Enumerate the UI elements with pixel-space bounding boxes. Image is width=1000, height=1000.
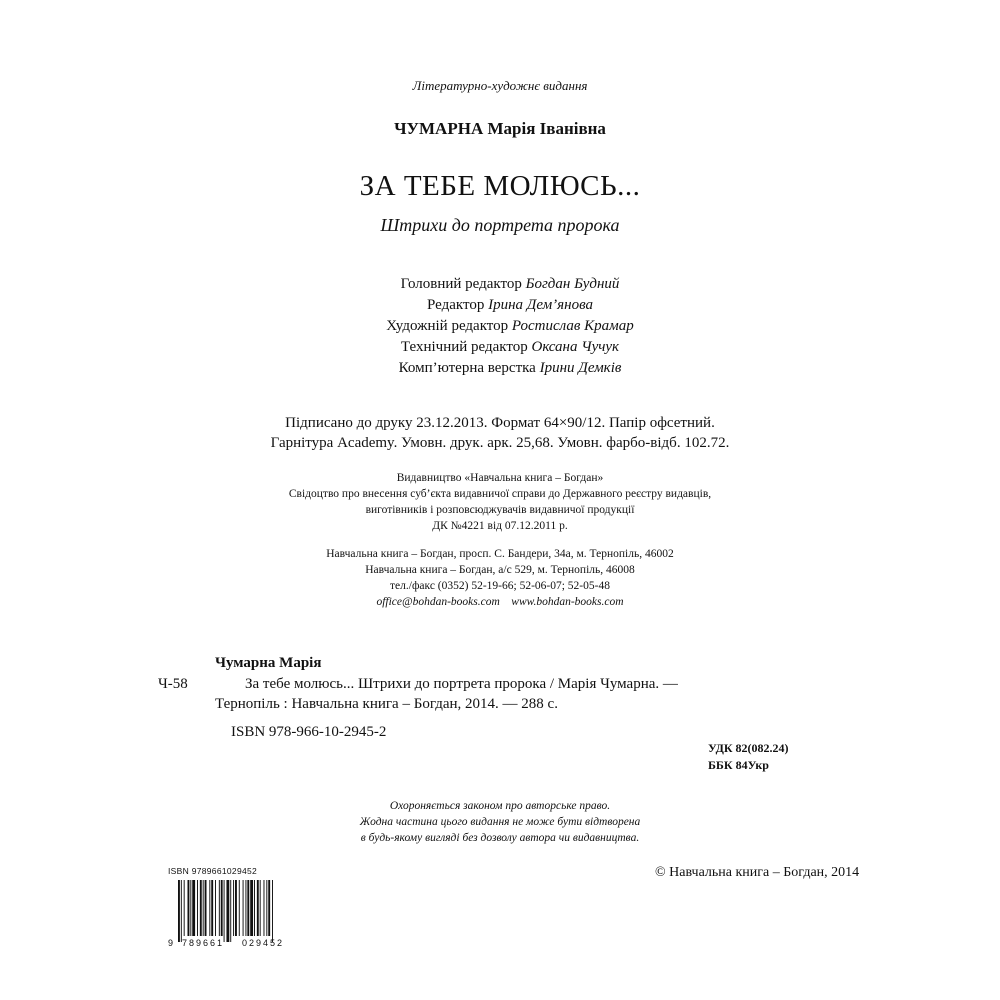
barcode-bar — [235, 880, 237, 936]
barcode-bar — [239, 880, 240, 936]
editor-role: Головний редактор — [400, 276, 522, 292]
print-line: Підписано до друку 23.12.2013. Формат 64×90/12. Папір офсетний. — [285, 415, 715, 431]
copyright-notice — [0, 798, 1000, 846]
editor-name: Оксана Чучук — [531, 339, 620, 355]
author-name: ЧУМАРНА Марія Іванівна — [394, 119, 606, 138]
catalog-description-line: За тебе молюсь... Штрихи до портрета пророка / Марія Чумарна. — — [245, 676, 678, 692]
barcode-bar — [188, 880, 190, 936]
barcode-bar — [243, 880, 244, 936]
contact-line — [0, 594, 1000, 610]
editor-row — [0, 274, 1000, 295]
address-line: Навчальна книга – Богдан, а/с 529, м. Тернопіль, 46008 — [365, 564, 635, 576]
editor-name: Богдан Будний — [525, 276, 620, 292]
editor-row — [0, 337, 1000, 358]
book-subtitle: Штрихи до портрета пророка — [380, 215, 620, 235]
notice-line: Жодна частина цього видання не може бути відтворена — [359, 816, 641, 828]
barcode-bar — [250, 880, 253, 936]
website-link[interactable]: www.bohdan-books.com — [511, 596, 624, 608]
barcode-bars — [168, 880, 300, 942]
editors-block — [0, 274, 1000, 379]
barcode-bar — [247, 880, 249, 936]
barcode-bar — [266, 880, 267, 936]
publisher-line: Видавництво «Навчальна книга – Богдан» — [396, 472, 604, 484]
editor-role: Художній редактор — [386, 318, 509, 334]
barcode-bar — [219, 880, 220, 936]
print-info — [0, 413, 1000, 453]
barcode-bar — [254, 880, 255, 936]
barcode-bar — [268, 880, 270, 936]
email-link[interactable]: office@bohdan-books.com — [376, 596, 500, 608]
barcode-digit-group: 029452 — [242, 938, 285, 948]
publisher-line: ДК №4221 від 07.12.2011 р. — [432, 520, 568, 532]
barcode-bar — [205, 880, 207, 936]
barcode-digit-group: 789661 — [182, 938, 225, 948]
barcode-bar — [230, 880, 231, 942]
book-title: ЗА ТЕБЕ МОЛЮСЬ... — [359, 170, 641, 202]
editor-name: Ростислав Крамар — [511, 318, 634, 334]
barcode-bar — [245, 880, 246, 936]
barcode-bar — [215, 880, 216, 936]
bbk-code: ББК 84Укр — [708, 758, 769, 772]
publisher-line: виготівників і розповсюджувачів видавничої продукції — [365, 504, 635, 516]
editor-name: Ірина Дем’янова — [488, 297, 593, 313]
copyright-line: © Навчальна книга – Богдан, 2014 — [655, 865, 860, 880]
barcode-bar — [184, 880, 185, 936]
publisher-info — [0, 470, 1000, 534]
isbn-number: ISBN 978-966-10-2945-2 — [231, 724, 387, 740]
barcode-bar — [233, 880, 234, 936]
barcode-bar — [209, 880, 210, 936]
catalog-description-line: Тернопіль : Навчальна книга – Богдан, 2014. — 288 с. — [215, 696, 558, 712]
notice-line: Охороняється законом про авторське право. — [389, 800, 611, 812]
barcode-bar — [257, 880, 259, 936]
barcode-bar — [200, 880, 202, 936]
barcode-bar — [224, 880, 225, 942]
catalog-code: Ч-58 — [158, 676, 188, 692]
barcode-bar — [272, 880, 273, 942]
editor-role: Редактор — [427, 297, 485, 313]
barcode-digit-first: 9 — [168, 938, 174, 948]
address-line: тел./факс (0352) 52-19-66; 52-06-07; 52-05-48 — [390, 580, 610, 592]
barcode-isbn-text: ISBN 9789661029452 — [168, 866, 258, 876]
editor-row — [0, 358, 1000, 379]
editor-role: Технічний редактор — [400, 339, 528, 355]
barcode-bar — [260, 880, 261, 936]
barcode-bar — [192, 880, 195, 936]
udk-code: УДК 82(082.24) — [708, 741, 789, 755]
barcode-bar — [226, 880, 229, 942]
publisher-line: Свідоцтво про внесення суб’єкта видавничої справи до Державного реєстру видавців, — [288, 488, 712, 500]
address-block — [0, 546, 1000, 610]
barcode-bar — [178, 880, 180, 942]
editor-row — [0, 295, 1000, 316]
address-line: Навчальна книга – Богдан, просп. С. Бандери, 34а, м. Тернопіль, 46002 — [326, 548, 674, 560]
barcode-bar — [211, 880, 213, 936]
barcode — [168, 866, 300, 952]
barcode-bar — [197, 880, 198, 936]
barcode-bar — [203, 880, 204, 936]
barcode-bar — [264, 880, 265, 936]
print-line: Гарнітура Academy. Умовн. друк. арк. 25,68. Умовн. фарбо-відб. 102.72. — [270, 435, 730, 451]
notice-line: в будь-якому вигляді без дозволу автора чи видавництва. — [360, 832, 640, 844]
series-label: Літературно-художнє видання — [412, 78, 588, 93]
editor-role: Комп’ютерна верстка — [398, 360, 536, 376]
editor-row — [0, 316, 1000, 337]
editor-name: Ірини Демків — [539, 360, 622, 376]
catalog-author: Чумарна Марія — [215, 655, 322, 671]
barcode-bar — [190, 880, 191, 936]
barcode-bar — [221, 880, 223, 936]
barcode-bar — [181, 880, 182, 942]
